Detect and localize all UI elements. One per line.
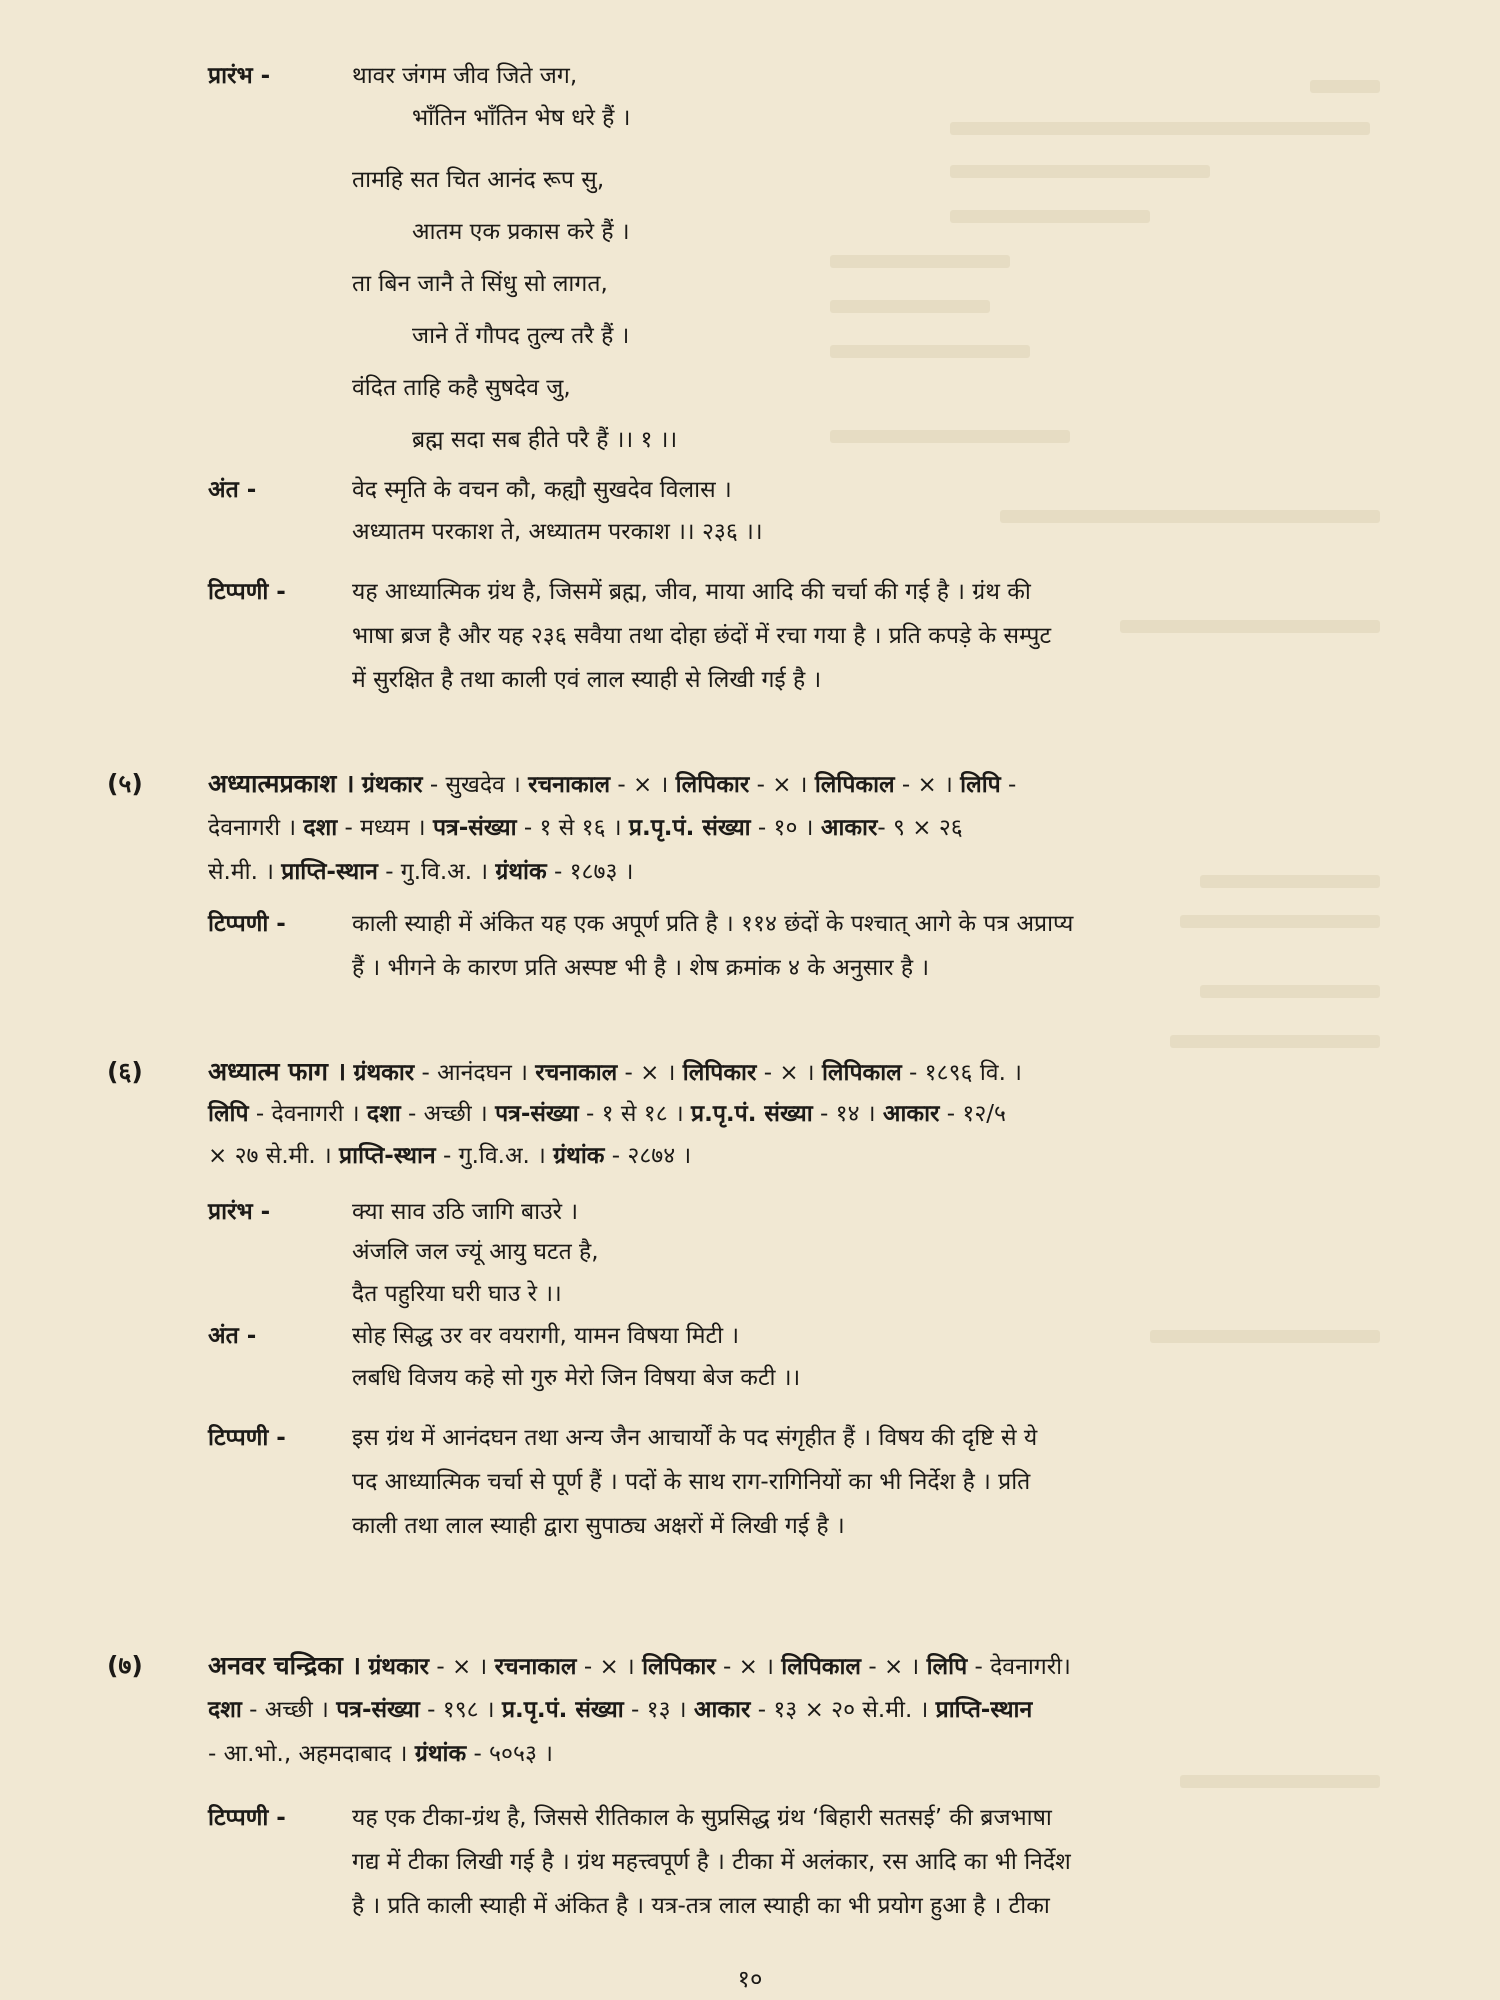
- field-value: - × ।: [576, 1654, 643, 1680]
- prarambh-label: प्रारंभ -: [208, 1199, 271, 1225]
- field-value: - अच्छी ।: [241, 1697, 337, 1723]
- field-value: - आनंदघन ।: [414, 1060, 536, 1086]
- field-key: ग्रंथकार: [368, 1654, 430, 1680]
- field-key: आकार: [882, 1101, 940, 1127]
- verse-line: ब्रह्म सदा सब हीते परै हैं ।। १ ।।: [412, 427, 678, 453]
- field-key: पत्र-संख्या: [336, 1697, 420, 1723]
- field-value: - × ।: [617, 1060, 683, 1086]
- field-key: ग्रंथांक: [495, 859, 547, 885]
- tippani-label: टिप्पणी -: [208, 911, 286, 937]
- meta-prefix: देवनागरी ।: [208, 815, 304, 841]
- field-key: ग्रंथांक: [553, 1143, 605, 1169]
- field-key: रचनाकाल: [494, 1654, 577, 1680]
- field-value: - × ।: [756, 1060, 822, 1086]
- meta-fields: [281, 859, 633, 885]
- field-key: रचनाकाल: [535, 1060, 618, 1086]
- field-key: लिपिकार: [642, 1654, 716, 1680]
- verse-line: थावर जंगम जीव जिते जग,: [352, 63, 578, 89]
- note-line: इस ग्रंथ में आनंदघन तथा अन्य जैन आचार्यों के पद संगृहीत हैं । विषय की दृष्टि से ये: [352, 1425, 1038, 1451]
- entry-title: अध्यात्मप्रकाश ।: [208, 769, 355, 798]
- entry-meta-line: [208, 1136, 691, 1176]
- field-key: पत्र-संख्या: [495, 1101, 579, 1127]
- verse-line: आतम एक प्रकास करे हैं ।: [412, 219, 630, 245]
- field-value: - गु.वि.अ. ।: [435, 1143, 554, 1169]
- entry-header-line: [208, 1052, 1022, 1093]
- field-value: - × ।: [861, 1654, 927, 1680]
- field-value: - १ से १८ ।: [578, 1101, 691, 1127]
- meta-prefix: × २७ से.मी. ।: [208, 1143, 340, 1169]
- field-value: - ९ × २६: [877, 815, 963, 841]
- verse-line: वेद स्मृति के वचन कौ, कह्यौ सुखदेव विलास ।: [352, 477, 732, 503]
- field-value: - १२/५: [939, 1101, 1007, 1127]
- field-key: ग्रंथकार: [353, 1060, 415, 1086]
- meta-prefix: से.मी. ।: [208, 859, 282, 885]
- field-key: प्र.पृ.पं. संख्या: [628, 815, 751, 841]
- field-value: - अच्छी ।: [400, 1101, 496, 1127]
- field-value: - × ।: [429, 1654, 495, 1680]
- field-value: - सुखदेव ।: [422, 772, 529, 798]
- prarambh-label: प्रारंभ -: [208, 63, 271, 89]
- verse-line: जाने तें गौपद तुल्य तरै हैं ।: [412, 323, 630, 349]
- field-key: दशा: [303, 815, 338, 841]
- field-key: प्राप्ति-स्थान: [935, 1697, 1033, 1723]
- field-value: - देवनागरी।: [967, 1654, 1071, 1680]
- field-key: दशा: [208, 1697, 242, 1723]
- field-value: -: [1000, 772, 1017, 798]
- field-key: प्र.पृ.पं. संख्या: [501, 1697, 624, 1723]
- meta-fields: [208, 1697, 1032, 1723]
- note-line: काली तथा लाल स्याही द्वारा सुपाठ्य अक्षरों में लिखी गई है ।: [352, 1513, 845, 1539]
- field-key: लिपि: [926, 1654, 968, 1680]
- field-value: - १८९६ वि. ।: [901, 1060, 1022, 1086]
- field-key: ग्रंथांक: [414, 1741, 467, 1767]
- field-key: लिपिकार: [675, 772, 750, 798]
- entry-header-line: [208, 764, 1016, 805]
- verse-line: ता बिन जानै ते सिंधु सो लागत,: [352, 271, 608, 297]
- entry-meta-line: [208, 1690, 1032, 1730]
- entry-title: अध्यात्म फाग ।: [208, 1057, 347, 1086]
- field-value: - १३ × २० से.मी. ।: [750, 1697, 936, 1723]
- field-value: - १० ।: [750, 815, 821, 841]
- meta-fields: [353, 1060, 1021, 1086]
- note-line: है । प्रति काली स्याही में अंकित है । यत्र-तत्र लाल स्याही का भी प्रयोग हुआ है । टीका: [352, 1893, 1050, 1919]
- ant-label: अंत -: [208, 477, 257, 503]
- field-value: - गु.वि.अ. ।: [377, 859, 496, 885]
- note-line: पद आध्यात्मिक चर्चा से पूर्ण हैं । पदों के साथ राग-रागिनियों का भी निर्देश है । प्रति: [352, 1469, 1031, 1495]
- note-line: में सुरक्षित है तथा काली एवं लाल स्याही से लिखी गई है ।: [352, 667, 822, 693]
- field-value: - देवनागरी ।: [248, 1101, 367, 1127]
- meta-fields: [368, 1654, 1071, 1680]
- field-value: - × ।: [610, 772, 676, 798]
- entry-number: (६): [107, 1057, 143, 1086]
- note-line: गद्य में टीका लिखी गई है । ग्रंथ महत्त्वपूर्ण है । टीका में अलंकार, रस आदि का भी निर्देश: [352, 1849, 1071, 1875]
- field-key: लिपिकाल: [781, 1654, 862, 1680]
- field-value: - १८७३ ।: [546, 859, 634, 885]
- verse-line: वंदित ताहि कहै सुषदेव जु,: [352, 375, 571, 401]
- field-key: लिपि: [208, 1101, 249, 1127]
- field-key: पत्र-संख्या: [432, 815, 517, 841]
- tippani-label: टिप्पणी -: [208, 1425, 286, 1451]
- meta-fields: [208, 1101, 1006, 1127]
- meta-fields: [339, 1143, 691, 1169]
- verse-line: दैत पहुरिया घरी घाउ रे ।।: [352, 1281, 562, 1307]
- field-key: लिपिकार: [682, 1060, 757, 1086]
- meta-fields: [362, 772, 1017, 798]
- verse-line: क्या साव उठि जागि बाउरे ।: [352, 1199, 579, 1225]
- note-line: काली स्याही में अंकित यह एक अपूर्ण प्रति है । ११४ छंदों के पश्चात् आगे के पत्र अप्राप्य: [352, 911, 1074, 937]
- entry-meta-line: [208, 1094, 1006, 1134]
- entry-meta-line: [208, 1734, 553, 1774]
- field-value: - १९८ ।: [419, 1697, 502, 1723]
- field-key: आकार: [820, 815, 878, 841]
- tippani-label: टिप्पणी -: [208, 1805, 286, 1831]
- field-value: - × ।: [715, 1654, 782, 1680]
- verse-line: भाँतिन भाँतिन भेष धरे हैं ।: [412, 105, 631, 131]
- entry-number: (७): [107, 1651, 143, 1680]
- field-key: प्राप्ति-स्थान: [281, 859, 378, 885]
- field-value: - १४ ।: [812, 1101, 883, 1127]
- meta-fields: [303, 815, 962, 841]
- field-key: दशा: [366, 1101, 401, 1127]
- field-value: - १ से १६ ।: [516, 815, 629, 841]
- field-key: प्राप्ति-स्थान: [339, 1143, 436, 1169]
- field-key: रचनाकाल: [528, 772, 611, 798]
- field-key: आकार: [693, 1697, 751, 1723]
- field-key: ग्रंथकार: [361, 772, 423, 798]
- entry-meta-line: [208, 852, 633, 892]
- ant-label: अंत -: [208, 1323, 257, 1349]
- note-line: यह एक टीका-ग्रंथ है, जिससे रीतिकाल के सुप्रसिद्ध ग्रंथ ‘बिहारी सतसई’ की ब्रजभाषा: [352, 1805, 1052, 1831]
- note-line: हैं । भीगने के कारण प्रति अस्पष्ट भी है । शेष क्रमांक ४ के अनुसार है ।: [352, 955, 930, 981]
- entry-header-line: [208, 1646, 1071, 1687]
- field-key: लिपिकाल: [821, 1060, 902, 1086]
- meta-fields: [415, 1741, 553, 1767]
- entry-number: (५): [107, 769, 143, 798]
- tippani-label: टिप्पणी -: [208, 579, 286, 605]
- verse-line: तामहि सत चित आनंद रूप सु,: [352, 167, 605, 193]
- field-key: प्र.पृ.पं. संख्या: [691, 1101, 813, 1127]
- field-value: - × ।: [894, 772, 961, 798]
- verse-line: सोह सिद्ध उर वर वयरागी, यामन विषया मिटी ।: [352, 1323, 740, 1349]
- entry-meta-line: [208, 808, 963, 848]
- field-key: लिपिकाल: [814, 772, 895, 798]
- meta-prefix: - आ.भो., अहमदाबाद ।: [208, 1741, 415, 1767]
- field-value: - मध्यम ।: [337, 815, 433, 841]
- field-value: - १३ ।: [623, 1697, 694, 1723]
- verse-line: लबधि विजय कहे सो गुरु मेरो जिन विषया बेज कटी ।।: [352, 1365, 801, 1391]
- entry-title: अनवर चन्द्रिका ।: [208, 1651, 362, 1680]
- field-value: - × ।: [749, 772, 815, 798]
- field-value: - २८७४ ।: [604, 1143, 692, 1169]
- verse-line: अंजलि जल ज्यूं आयु घटत है,: [352, 1239, 599, 1265]
- note-line: यह आध्यात्मिक ग्रंथ है, जिसमें ब्रह्म, जीव, माया आदि की चर्चा की गई है । ग्रंथ की: [352, 579, 1031, 605]
- page-number: १०: [737, 1965, 763, 1993]
- field-value: - ५०५३ ।: [466, 1741, 553, 1767]
- note-line: भाषा ब्रज है और यह २३६ सवैया तथा दोहा छंदों में रचा गया है । प्रति कपड़े के सम्पुट: [352, 623, 1052, 649]
- verse-line: अध्यातम परकाश ते, अध्यातम परकाश ।। २३६ ।।: [352, 519, 763, 545]
- field-key: लिपि: [960, 772, 1001, 798]
